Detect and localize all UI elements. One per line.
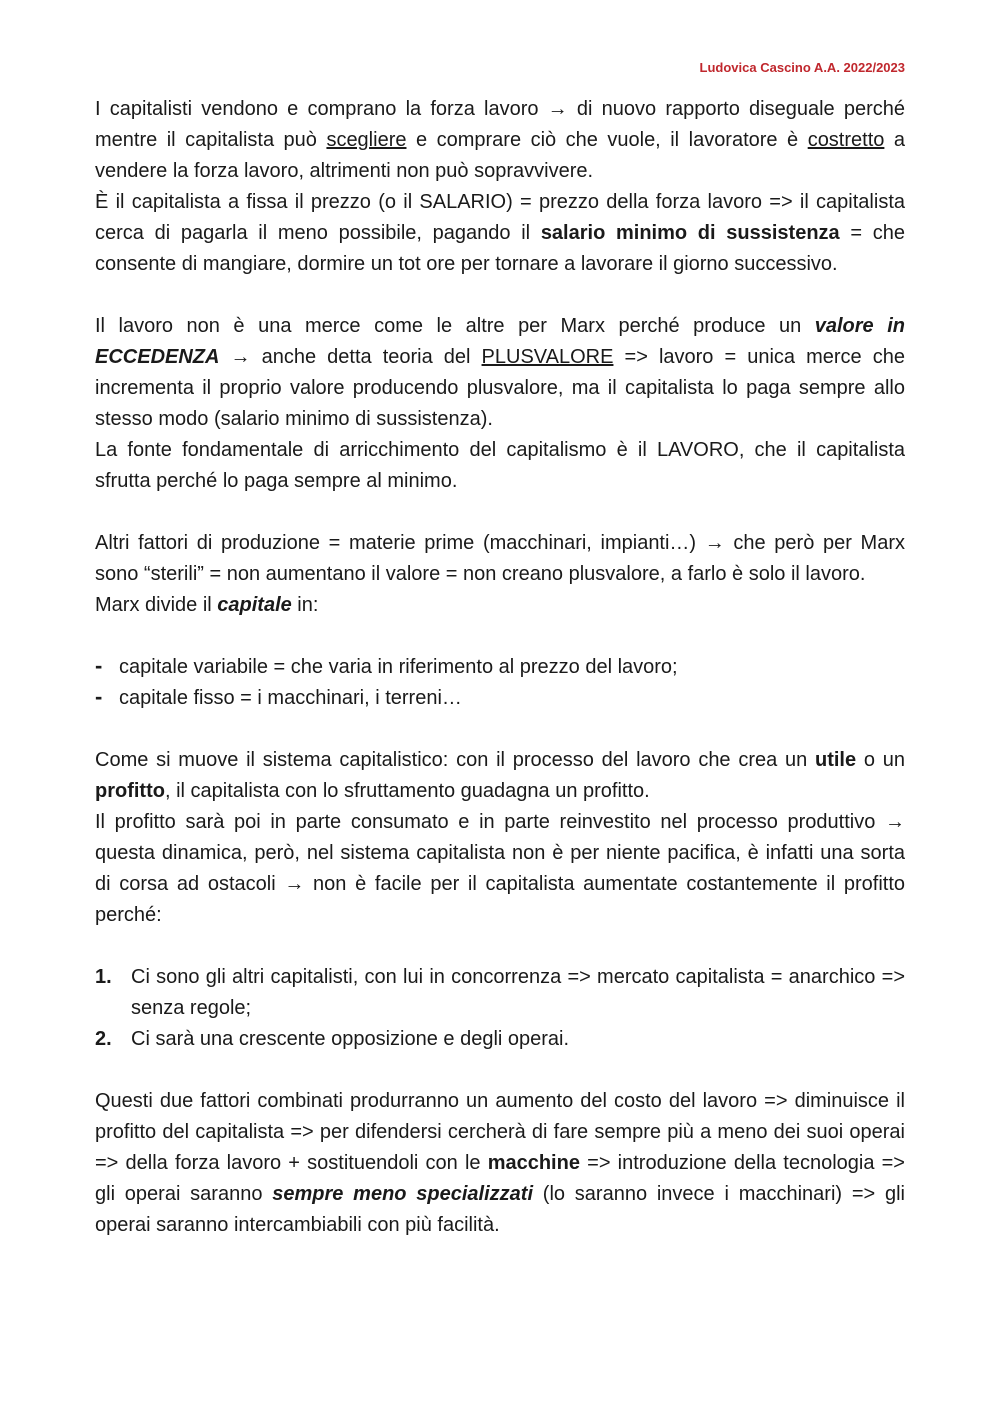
list-item (95, 683, 905, 714)
paragraph-3 (95, 311, 905, 435)
text-span: => introduzione della tecnologia => gli operai saranno (95, 1152, 905, 1205)
text-span: → anche detta teoria del (219, 346, 482, 368)
paragraph-4: La fonte fondamentale di arricchimento del capitalismo è il LAVORO, che il capitalista sfrutta perché lo paga sempre al minimo. (95, 439, 905, 492)
text-span: in: (291, 594, 319, 616)
bold-text: macchine (487, 1152, 580, 1174)
underlined-text: scegliere (326, 129, 407, 151)
text-span: Questi due fattori combinati produrranno un aumento del costo del lavoro => diminuisce il profitto del capitalista => per difendersi cercherà di fare sempre più a meno dei suoi operai => della forza lavoro + sostituendoli con le (95, 1090, 905, 1174)
list-item-text: capitale fisso = i macchinari, i terreni… (119, 687, 462, 709)
text-span: e comprare ciò che vuole, il lavoratore è (406, 129, 808, 151)
spacer (95, 1055, 905, 1086)
document-body (95, 94, 905, 1241)
text-span: È il capitalista a fissa il prezzo (o il SALARIO) = prezzo della forza lavoro => il capitalista cerca di pagarla il meno possibile, pagando il (95, 191, 905, 244)
text-span: = che consente di mangiare, dormire un tot ore per tornare a lavorare il giorno successivo. (95, 222, 905, 275)
dash-bullet: - (95, 653, 103, 678)
list-number: 1. (95, 966, 112, 988)
spacer (95, 931, 905, 962)
list-item-text: Ci sono gli altri capitalisti, con lui in concorrenza => mercato capitalista = anarchico => senza regole; (131, 966, 905, 1019)
text-span: => lavoro = unica merce che incrementa il proprio valore producendo plusvalore, ma il capitalista lo paga sempre allo stesso modo (salario minimo di sussistenza). (95, 346, 905, 430)
paragraph-8: Il profitto sarà poi in parte consumato e in parte reinvestito nel processo produttivo → questa dinamica, però, nel sistema capitalista non è per niente pacifica, è infatti una sorta di corsa ad ostacoli → non è facile per il capitalista aumentate costantemente il profitto perché: (95, 811, 905, 926)
paragraph-5: Altri fattori di produzione = materie prime (macchinari, impianti…) → che però per Marx sono “sterili” = non aumentano il valore = non creano plusvalore, a farlo è solo il lavoro. (95, 532, 905, 585)
paragraph-1 (95, 94, 905, 187)
list-number: 2. (95, 1028, 112, 1050)
text-span: o un (856, 749, 905, 771)
paragraph-6 (95, 590, 905, 621)
bold-italic-text: sempre meno specializzati (272, 1183, 534, 1205)
spacer (95, 621, 905, 652)
list-item-text: capitale variabile = che varia in riferimento al prezzo del lavoro; (119, 656, 678, 678)
spacer (95, 280, 905, 311)
spacer (95, 714, 905, 745)
text-span: , il capitalista con lo sfruttamento guadagna un profitto. (164, 780, 650, 802)
list-item-text: Ci sarà una crescente opposizione e degli operai. (131, 1028, 570, 1050)
bold-text: salario minimo di sussistenza (540, 222, 840, 244)
text-span: Come si muove il sistema capitalistico: con il processo del lavoro che crea un (95, 749, 815, 771)
spacer (95, 497, 905, 528)
bold-italic-text: valore in ECCEDENZA (95, 315, 905, 368)
bold-text: profitto (95, 780, 165, 802)
underlined-text: costretto (807, 129, 885, 151)
reasons-list (95, 962, 905, 1055)
dash-bullet: - (95, 684, 103, 709)
text-span: (lo saranno invece i macchinari) => gli operai saranno intercambiabili con più facilità. (95, 1183, 905, 1236)
text-span: Marx divide il (95, 594, 218, 616)
text-span: Il lavoro non è una merce come le altre per Marx perché produce un (95, 315, 815, 337)
list-item (95, 962, 905, 1024)
underlined-text: PLUSVALORE (481, 346, 614, 368)
document-header: Ludovica Cascino A.A. 2022/2023 (699, 60, 905, 75)
list-item (95, 652, 905, 683)
capital-types-list (95, 652, 905, 714)
text-span: I capitalisti vendono e comprano la forza lavoro → di nuovo rapporto diseguale perché mentre il capitalista può (95, 98, 905, 151)
list-item (95, 1024, 905, 1055)
bold-text: utile (814, 749, 857, 771)
paragraph-7 (95, 745, 905, 807)
paragraph-2 (95, 187, 905, 280)
paragraph-9 (95, 1086, 905, 1241)
text-span: a vendere la forza lavoro, altrimenti non può sopravvivere. (95, 129, 906, 182)
bold-italic-text: capitale (217, 594, 292, 616)
